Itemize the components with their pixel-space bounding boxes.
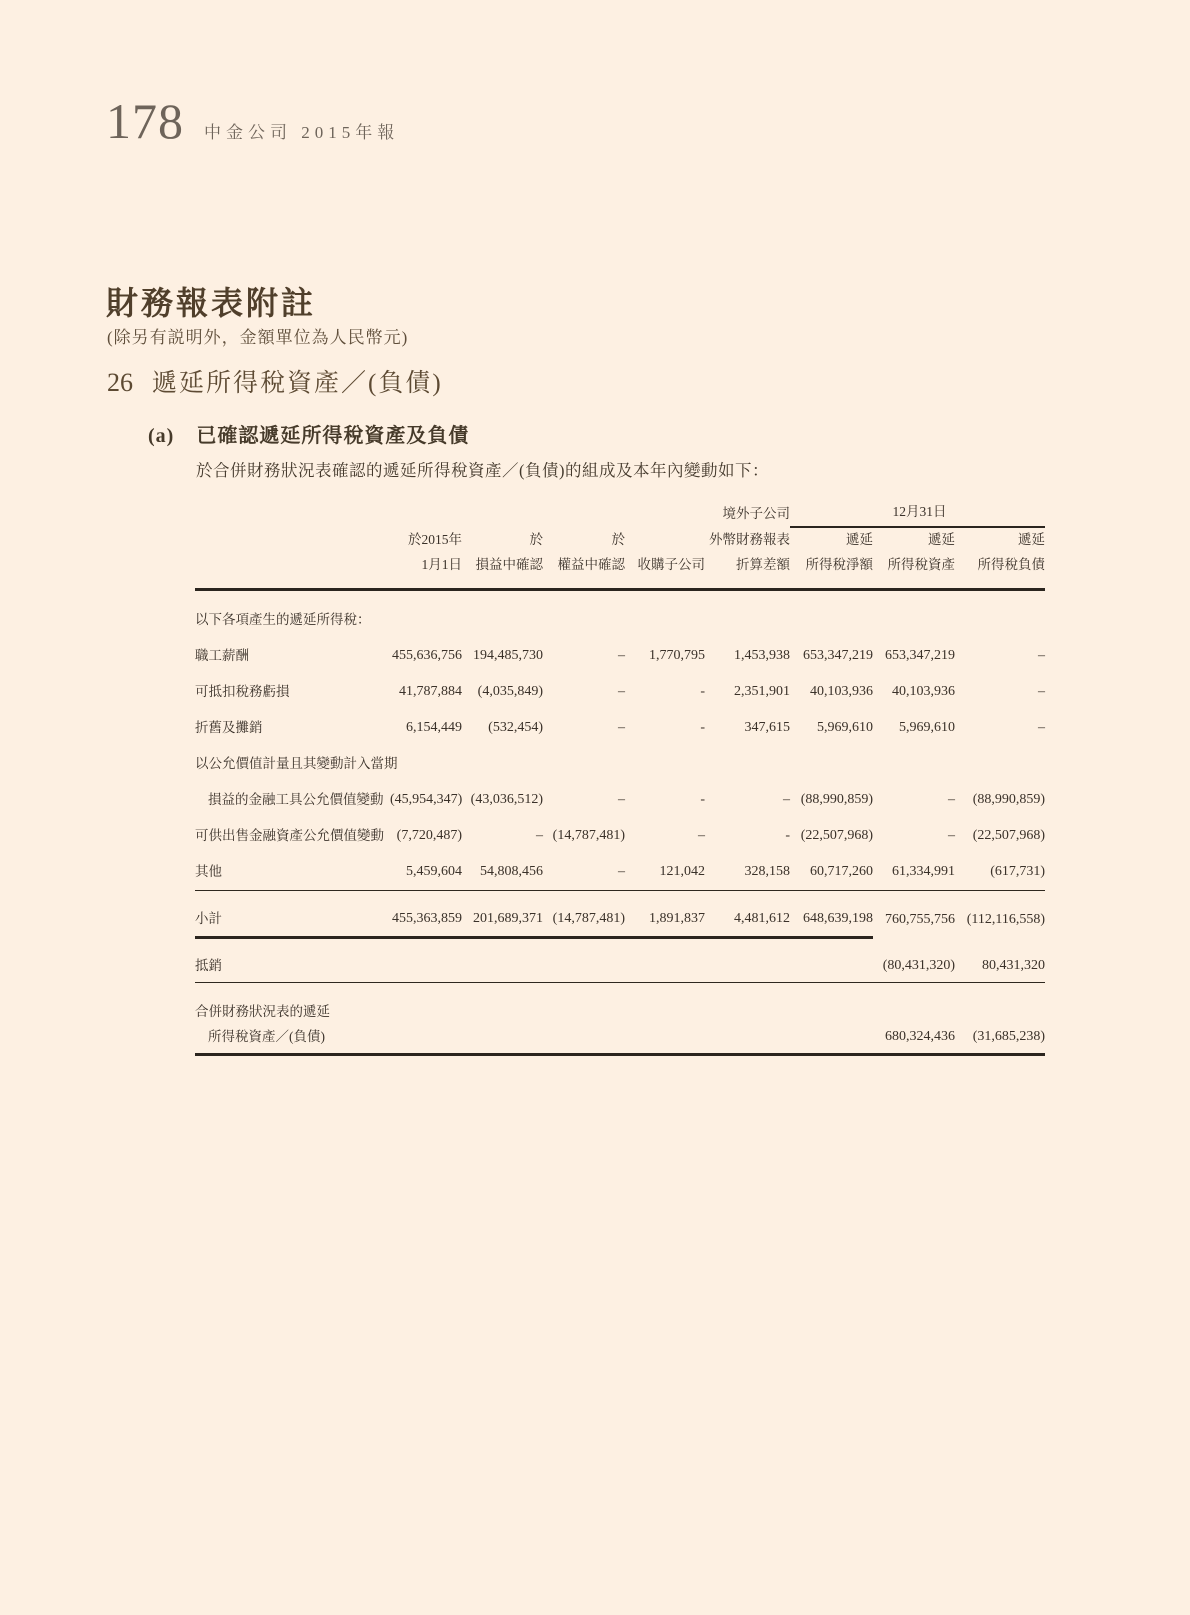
page-header (106, 92, 399, 150)
value-cell (790, 744, 873, 780)
notes-title: 財務報表附註 (106, 285, 317, 321)
section-number: 26 (107, 368, 133, 397)
header-row-2 (195, 527, 1045, 553)
value-cell: (22,507,968) (972, 827, 1046, 843)
value-cell: 54,808,456 (462, 852, 543, 891)
value-cell: 6,154,449 (406, 719, 462, 735)
value-cell: 2,351,901 (734, 683, 791, 699)
table-row (195, 982, 1045, 1022)
value-cell (790, 937, 873, 982)
value-cell: 4,481,612 (705, 890, 790, 937)
value-cell (955, 589, 1045, 636)
value-cell: – (1038, 647, 1046, 663)
value-cell: (88,990,859) (972, 791, 1046, 807)
section-heading (107, 363, 443, 399)
value-cell (790, 589, 873, 636)
table-row (195, 636, 1045, 672)
value-cell: 5,969,610 (899, 719, 956, 735)
table-row (195, 672, 1045, 708)
value-cell (955, 744, 1045, 780)
deferred-tax-table (195, 500, 1045, 1056)
table-row (195, 852, 1045, 891)
value-cell: – (618, 647, 625, 663)
value-cell: - (700, 683, 706, 699)
value-cell: 121,042 (625, 852, 705, 891)
table-row (195, 890, 1045, 937)
value-cell: – (618, 791, 625, 807)
value-cell (462, 1022, 543, 1055)
value-cell (955, 982, 1045, 1022)
currency-note: (除另有説明外，金額單位為人民幣元) (107, 328, 409, 347)
table-row (195, 1022, 1045, 1055)
table-row (195, 708, 1045, 744)
value-cell (386, 1022, 462, 1055)
value-cell: (80,431,320) (873, 937, 955, 982)
deferred-tax-table-wrap (195, 500, 1045, 1056)
value-cell: – (543, 852, 625, 891)
header-jan2015-line2: 1月1日 (386, 553, 462, 589)
value-cell: (22,507,968) (800, 827, 874, 843)
value-cell (873, 589, 955, 636)
value-cell (705, 1022, 790, 1055)
value-cell: – (783, 791, 791, 807)
value-cell: (112,116,558) (966, 912, 1046, 928)
row-label: 折舊及攤銷 (195, 719, 263, 735)
value-cell (462, 744, 543, 780)
value-cell (790, 1022, 873, 1055)
header-liability-line1: 遞延 (1018, 531, 1046, 547)
header-overseas-line2: 外幣財務報表 (709, 531, 791, 547)
value-cell: 1,770,795 (649, 647, 706, 663)
value-cell: 80,431,320 (955, 937, 1045, 982)
spacer-cell (195, 553, 386, 589)
header-asset-line2: 所得稅資產 (873, 553, 955, 589)
subsection-heading (148, 419, 469, 448)
header-equity-line2: 權益中確認 (543, 553, 625, 589)
page-number: 178 (106, 93, 184, 149)
value-cell: 455,636,756 (392, 647, 462, 663)
value-cell: 40,103,936 (810, 683, 874, 699)
table-header (195, 500, 1045, 589)
header-acquisition: 收購子公司 (625, 553, 705, 589)
value-cell: - (785, 827, 791, 843)
row-label: 合併財務狀況表的遞延 (195, 1003, 330, 1019)
value-cell (705, 589, 790, 636)
value-cell: – (698, 827, 706, 843)
value-cell: (14,787,481) (543, 890, 625, 937)
row-label: 抵銷 (195, 937, 386, 982)
value-cell (625, 1022, 705, 1055)
row-label: 損益的金融工具公允價值變動 (208, 791, 384, 807)
value-cell (543, 982, 625, 1022)
value-cell: (532,454) (488, 719, 543, 735)
header-equity-line1: 於 (611, 531, 625, 547)
value-cell: 60,717,260 (790, 852, 873, 891)
value-cell: 1,453,938 (734, 647, 791, 663)
value-cell (543, 589, 625, 636)
value-cell: (31,685,238) (955, 1022, 1045, 1055)
value-cell: 5,969,610 (817, 719, 874, 735)
value-cell (705, 982, 790, 1022)
value-cell: 61,334,991 (873, 852, 955, 891)
value-cell: 1,891,837 (625, 890, 705, 937)
intro-text: 於合併財務狀況表確認的遞延所得稅資產／(負債)的組成及本年內變動如下： (196, 461, 769, 480)
header-net-line2: 所得稅淨額 (790, 553, 873, 589)
value-cell (462, 589, 543, 636)
header-liability-line2: 所得稅負債 (955, 553, 1045, 589)
value-cell (543, 744, 625, 780)
value-cell: 680,324,436 (873, 1022, 955, 1055)
value-cell: – (948, 827, 956, 843)
table-row (195, 589, 1045, 636)
value-cell (462, 982, 543, 1022)
table-row (195, 744, 1045, 780)
value-cell (386, 982, 462, 1022)
subsection-letter: (a) (148, 425, 175, 447)
spacer-cell (195, 500, 705, 527)
value-cell: 760,755,756 (885, 912, 956, 928)
value-cell (625, 982, 705, 1022)
row-label: 職工薪酬 (195, 647, 249, 663)
value-cell: 653,347,219 (803, 647, 874, 663)
header-pl-line1: 於 (529, 531, 543, 547)
value-cell: – (1038, 719, 1046, 735)
value-cell (873, 744, 955, 780)
table-body (195, 589, 1045, 1054)
value-cell (543, 1022, 625, 1055)
value-cell: (88,990,859) (800, 791, 874, 807)
row-label: 可供出售金融資產公允價值變動 (195, 827, 384, 843)
value-cell: (617,731) (955, 852, 1045, 891)
header-row-3 (195, 553, 1045, 589)
value-cell: 201,689,371 (462, 890, 543, 937)
value-cell (625, 937, 705, 982)
row-label: 所得稅資產／(負債) (195, 1022, 386, 1055)
row-label: 小計 (195, 890, 386, 937)
table-row (195, 937, 1045, 982)
header-asset-line1: 遞延 (928, 531, 956, 547)
value-cell (705, 744, 790, 780)
header-overseas-line1: 境外子公司 (722, 506, 791, 521)
value-cell: 328,158 (705, 852, 790, 891)
value-cell: 41,787,884 (399, 683, 462, 699)
value-cell: – (618, 683, 625, 699)
header-row-1 (195, 500, 1045, 527)
value-cell: (4,035,849) (477, 683, 543, 699)
value-cell (625, 589, 705, 636)
table-row (195, 816, 1045, 852)
value-cell: - (700, 791, 706, 807)
value-cell: (7,720,487) (396, 827, 462, 843)
row-label: 其他 (195, 852, 386, 891)
value-cell (873, 982, 955, 1022)
header-dec31-span: 12月31日 (790, 500, 1045, 527)
value-cell: 347,615 (744, 719, 791, 735)
spacer-cell (195, 527, 386, 553)
header-pl-line2: 損益中確認 (462, 553, 543, 589)
value-cell: 455,363,859 (386, 890, 462, 937)
value-cell (386, 589, 462, 636)
value-cell: 5,459,604 (386, 852, 462, 891)
row-label: 以下各項產生的遞延所得稅： (195, 611, 371, 627)
value-cell (705, 937, 790, 982)
value-cell: – (1038, 683, 1046, 699)
table-row (195, 780, 1045, 816)
value-cell (625, 744, 705, 780)
value-cell: 40,103,936 (892, 683, 956, 699)
value-cell (790, 982, 873, 1022)
value-cell: 653,347,219 (885, 647, 956, 663)
value-cell (386, 937, 462, 982)
company-year-label: 中金公司 2015年報 (204, 123, 400, 142)
row-label: 可抵扣稅務虧損 (195, 683, 290, 699)
section-title: 遞延所得稅資產／(負債) (152, 370, 443, 397)
value-cell: (14,787,481) (552, 827, 625, 843)
value-cell (543, 937, 625, 982)
value-cell (462, 937, 543, 982)
value-cell: (45,954,347) (390, 791, 463, 807)
value-cell: – (536, 827, 543, 843)
value-cell: (43,036,512) (470, 791, 543, 807)
value-cell: – (618, 719, 625, 735)
value-cell: 194,485,730 (473, 647, 543, 663)
header-overseas-line3: 折算差額 (705, 553, 790, 589)
subsection-title: 已確認遞延所得稅資產及負債 (196, 425, 470, 447)
value-cell: 648,639,198 (790, 890, 873, 937)
spacer-cell (625, 527, 705, 553)
value-cell: – (948, 791, 956, 807)
row-label: 以公允價值計量且其變動計入當期 (195, 755, 398, 771)
header-jan2015-line1: 於2015年 (408, 531, 462, 547)
header-net-line1: 遞延 (846, 531, 874, 547)
value-cell: - (700, 719, 706, 735)
